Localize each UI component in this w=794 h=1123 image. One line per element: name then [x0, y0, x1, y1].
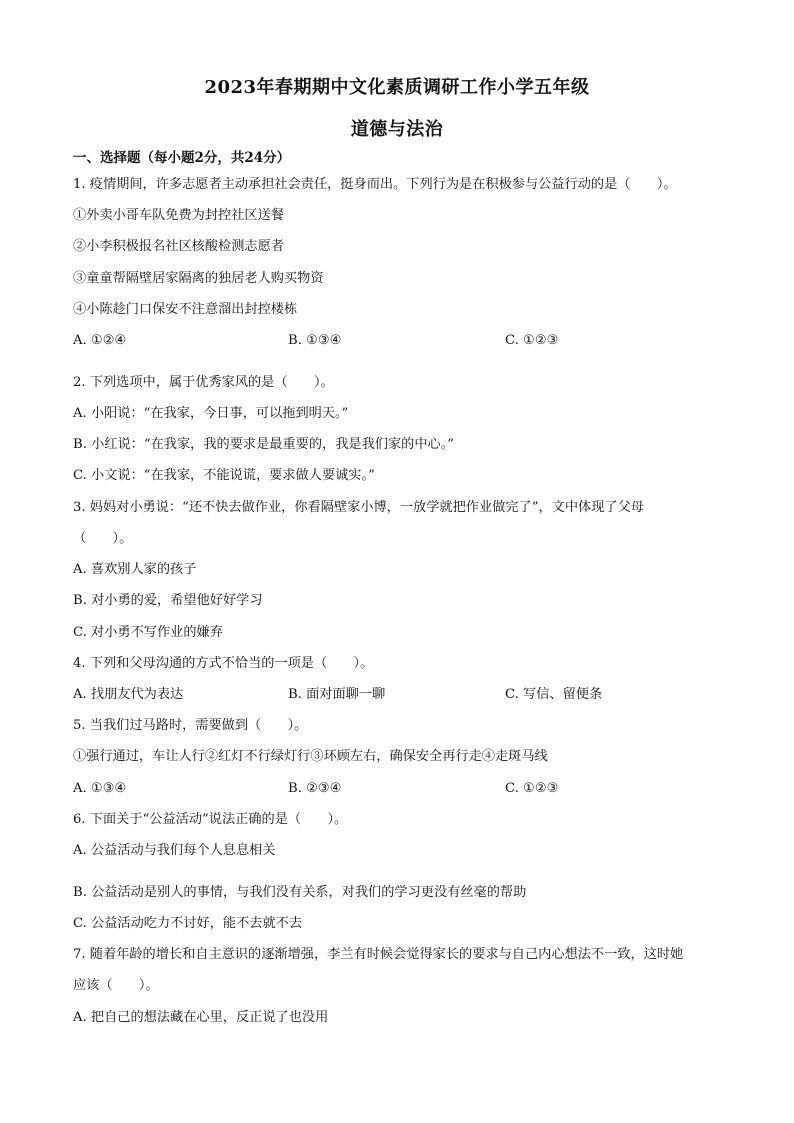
- question-1-statement-2: ②小李积极报名社区核酸检测志愿者: [73, 239, 284, 254]
- question-6-option-b: B. 公益活动是别人的事情，与我们没有关系，对我们的学习更没有丝毫的帮助: [73, 885, 527, 900]
- question-5-option-b: B. ②③④: [288, 781, 342, 796]
- question-7-stem-line-1: 7. 随着年龄的增长和自主意识的逐渐增强，李兰有时候会觉得家长的要求与自己内心想法不一致，这时她: [73, 947, 684, 962]
- question-1-statement-4: ④小陈趁门口保安不注意溜出封控楼栋: [73, 302, 298, 317]
- question-6-option-a: A. 公益活动与我们每个人息息相关: [73, 843, 276, 858]
- question-6-option-c: C. 公益活动吃力不讨好，能不去就不去: [73, 916, 303, 931]
- question-3-option-b: B. 对小勇的爱，希望他好好学习: [73, 593, 263, 608]
- question-1-option-b: B. ①③④: [288, 333, 342, 348]
- question-3-stem-line-1: 3. 妈妈对小勇说：“还不快去做作业，你看隔壁家小博，一放学就把作业做完了”，文中体现了父母: [73, 500, 644, 515]
- question-4-option-c: C. 写信、留便条: [505, 687, 603, 702]
- question-4-option-a: A. 找朋友代为表达: [73, 687, 184, 702]
- question-4-stem: 4. 下列和父母沟通的方式不恰当的一项是（ ）。: [73, 656, 374, 671]
- question-7-stem-line-2: 应该（ ）。: [73, 978, 159, 993]
- question-2-option-b: B. 小红说：“在我家，我的要求是最重要的，我是我们家的中心。”: [73, 437, 455, 452]
- question-3-option-a: A. 喜欢别人家的孩子: [73, 562, 197, 577]
- question-6-stem: 6. 下面关于“公益活动”说法正确的是（ ）。: [73, 812, 348, 827]
- question-5-option-c: C. ①②③: [505, 781, 559, 796]
- question-2-stem: 2. 下列选项中，属于优秀家风的是（ ）。: [73, 375, 334, 390]
- question-4-option-b: B. 面对面聊一聊: [288, 687, 386, 702]
- question-1-option-c: C. ①②③: [505, 333, 559, 348]
- question-5-stem: 5. 当我们过马路时，需要做到（ ）。: [73, 718, 308, 733]
- question-3-stem-line-2: （ ）。: [73, 531, 133, 546]
- question-3-option-c: C. 对小勇不写作业的嫌弃: [73, 625, 223, 640]
- question-1-option-a: A. ①②④: [73, 333, 127, 348]
- question-5-statements: ①强行通过，车让人行②红灯不行绿灯行③环顾左右，确保安全再行走④走斑马线: [73, 749, 548, 764]
- question-1-stem: 1. 疫情期间，许多志愿者主动承担社会责任，挺身而出。下列行为是在积极参与公益行动的是（ ）。: [73, 177, 677, 192]
- question-7-option-a: A. 把自己的想法藏在心里，反正说了也没用: [73, 1010, 329, 1025]
- subject-title: 道德与法治: [350, 119, 444, 140]
- exam-title: 2023年春期期中文化素质调研工作小学五年级: [204, 77, 590, 98]
- question-5-option-a: A. ①③④: [73, 781, 127, 796]
- question-1-statement-1: ①外卖小哥车队免费为封控社区送餐: [73, 208, 284, 223]
- question-1-statement-3: ③童童帮隔壁居家隔离的独居老人购买物资: [73, 271, 324, 286]
- question-2-option-a: A. 小阳说：“在我家，今日事，可以拖到明天。”: [73, 406, 349, 421]
- section-heading: 一、选择题（每小题2分，共24分）: [73, 150, 291, 166]
- question-2-option-c: C. 小文说：“在我家，不能说谎，要求做人要诚实。”: [73, 468, 375, 483]
